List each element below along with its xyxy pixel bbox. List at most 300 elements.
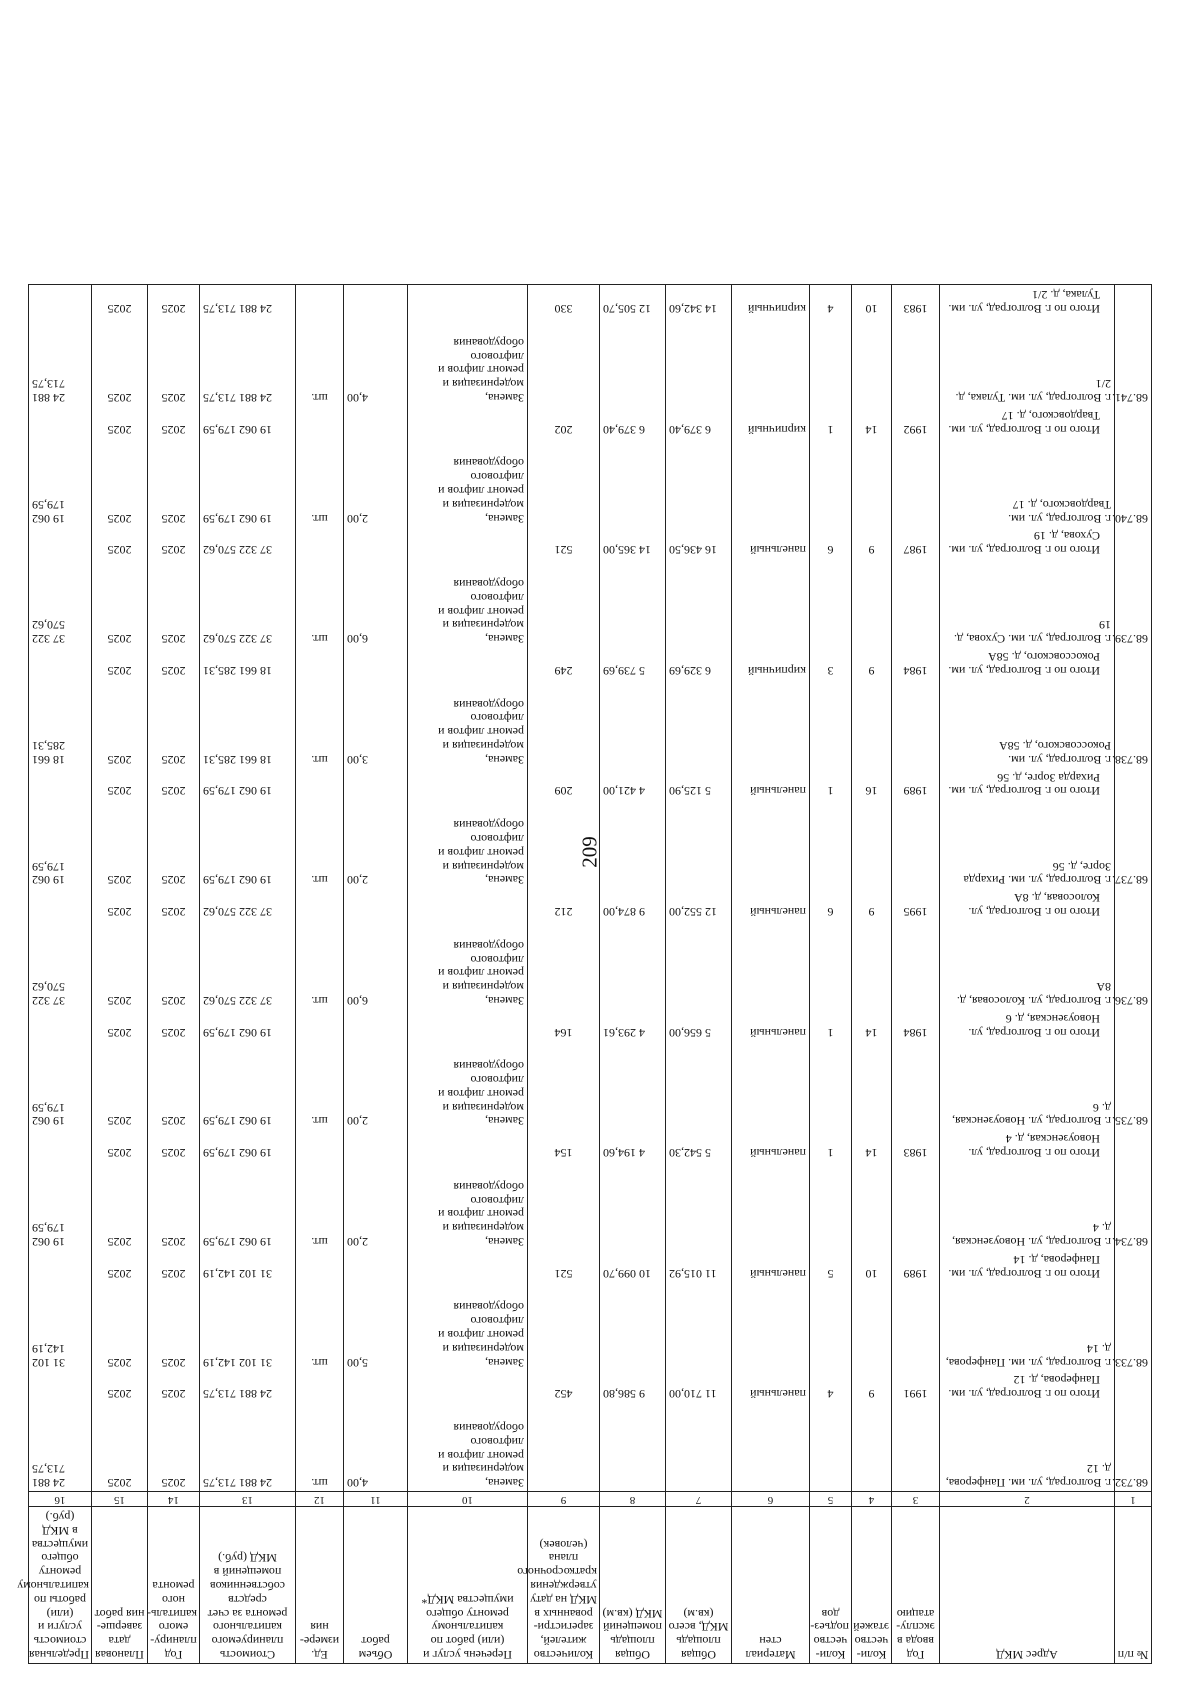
- cell-col-14: 2025: [148, 1250, 200, 1298]
- cell-col-4: [852, 695, 892, 768]
- cell-col-10: [408, 406, 528, 454]
- cell-col-5: 6: [810, 888, 852, 936]
- cell-col-5: [810, 574, 852, 647]
- cell-col-5: 1: [810, 768, 852, 816]
- cell-col-7: 6 379,40: [666, 406, 732, 454]
- cell-col-12: шт.: [296, 333, 344, 406]
- cell-col-16: [29, 285, 92, 333]
- cell-col-5: 1: [810, 1009, 852, 1057]
- table-row: [29, 815, 1152, 888]
- column-number-16: 16: [29, 1492, 92, 1507]
- cell-col-8: [600, 574, 666, 647]
- column-number-3: 3: [892, 1492, 940, 1507]
- cell-col-10: [408, 1130, 528, 1178]
- cell-col-16: 19 062 179,59: [29, 815, 92, 888]
- column-number-6: 6: [732, 1492, 810, 1507]
- table-row: [29, 333, 1152, 406]
- cell-col-15: 2025: [92, 1418, 148, 1491]
- cell-col-13: 19 062 179,59: [200, 1130, 296, 1178]
- cell-col-14: 2025: [148, 815, 200, 888]
- cell-col-16: [29, 647, 92, 695]
- cell-col-3: [892, 1418, 940, 1491]
- cell-col-11: [344, 888, 408, 936]
- cell-col-1: [1115, 285, 1152, 333]
- cell-col-13: 18 661 285,31: [200, 647, 296, 695]
- column-number-2: 2: [940, 1492, 1115, 1507]
- cell-col-8: [600, 1298, 666, 1371]
- cell-col-2: Итого по г. Волгоград, ул. им. Рихарда Зорге, д. 56: [940, 768, 1115, 816]
- cell-col-14: 2025: [148, 1009, 200, 1057]
- column-header-5: Коли-чество подъез-дов: [810, 1507, 852, 1664]
- cell-col-12: [296, 527, 344, 575]
- cell-col-9: [528, 1298, 600, 1371]
- cell-col-12: [296, 406, 344, 454]
- cell-col-16: [29, 888, 92, 936]
- cell-col-10: [408, 1371, 528, 1419]
- cell-col-3: [892, 695, 940, 768]
- cell-col-4: 10: [852, 285, 892, 333]
- cell-col-9: [528, 815, 600, 888]
- cell-col-9: [528, 333, 600, 406]
- cell-col-2: Итого по г. Волгоград, ул. Новоузенская, д. 6: [940, 1009, 1115, 1057]
- cell-col-3: [892, 333, 940, 406]
- cell-col-6: панельный: [732, 527, 810, 575]
- column-number-1: 1: [1115, 1492, 1152, 1507]
- cell-col-11: 6,00: [344, 574, 408, 647]
- cell-col-1: [1115, 1371, 1152, 1419]
- cell-col-4: 14: [852, 406, 892, 454]
- cell-col-8: 5 739,69: [600, 647, 666, 695]
- cell-col-8: [600, 454, 666, 527]
- table-row: [29, 1057, 1152, 1130]
- cell-col-6: [732, 1057, 810, 1130]
- cell-col-10: [408, 1250, 528, 1298]
- cell-col-8: 12 505,70: [600, 285, 666, 333]
- cell-col-13: 19 062 179,59: [200, 406, 296, 454]
- cell-col-9: 521: [528, 527, 600, 575]
- cell-col-11: [344, 1371, 408, 1419]
- cell-col-13: 37 322 570,62: [200, 936, 296, 1009]
- cell-col-9: [528, 574, 600, 647]
- cell-col-4: 14: [852, 1009, 892, 1057]
- cell-col-11: [344, 527, 408, 575]
- cell-col-12: [296, 1130, 344, 1178]
- cell-col-8: 14 365,00: [600, 527, 666, 575]
- cell-col-3: 1987: [892, 527, 940, 575]
- cell-col-9: 212: [528, 888, 600, 936]
- cell-col-2: Итого по г. Волгоград, ул. им. Панферова, д. 14: [940, 1250, 1115, 1298]
- cell-col-2: Итого по г. Волгоград, ул. им. Сухова, д. 19: [940, 527, 1115, 575]
- cell-col-6: панельный: [732, 1130, 810, 1178]
- cell-col-12: [296, 768, 344, 816]
- cell-col-16: 19 062 179,59: [29, 1177, 92, 1250]
- total-row: [29, 1250, 1152, 1298]
- cell-col-13: 19 062 179,59: [200, 1009, 296, 1057]
- cell-col-7: [666, 574, 732, 647]
- cell-col-15: 2025: [92, 695, 148, 768]
- column-header-9: Количество жителей, зарегистри-рованных в МКД на дату утверждения краткосрочного плана (человек): [528, 1507, 600, 1664]
- cell-col-7: 5 125,90: [666, 768, 732, 816]
- cell-col-6: панельный: [732, 1371, 810, 1419]
- cell-col-1: 68.735.: [1115, 1057, 1152, 1130]
- cell-col-11: 3,00: [344, 695, 408, 768]
- cell-col-10: Замена, модернизация и ремонт лифтов и лифтового оборудования: [408, 1177, 528, 1250]
- cell-col-16: [29, 527, 92, 575]
- cell-col-5: 1: [810, 1130, 852, 1178]
- cell-col-3: 1983: [892, 1130, 940, 1178]
- cell-col-6: [732, 574, 810, 647]
- cell-col-12: шт.: [296, 815, 344, 888]
- cell-col-16: [29, 406, 92, 454]
- table-wrapper: [0, 288, 1152, 1664]
- cell-col-15: 2025: [92, 1177, 148, 1250]
- cell-col-11: 6,00: [344, 936, 408, 1009]
- cell-col-3: 1989: [892, 1250, 940, 1298]
- cell-col-3: [892, 1057, 940, 1130]
- cell-col-15: 2025: [92, 527, 148, 575]
- cell-col-13: 31 102 142,19: [200, 1250, 296, 1298]
- column-number-4: 4: [852, 1492, 892, 1507]
- cell-col-11: [344, 768, 408, 816]
- cell-col-15: 2025: [92, 1130, 148, 1178]
- cell-col-10: Замена, модернизация и ремонт лифтов и лифтового оборудования: [408, 454, 528, 527]
- cell-col-2: г. Волгоград, ул. им. Панферова, д. 14: [940, 1298, 1115, 1371]
- cell-col-8: [600, 1057, 666, 1130]
- column-number-5: 5: [810, 1492, 852, 1507]
- cell-col-10: [408, 888, 528, 936]
- cell-col-9: 202: [528, 406, 600, 454]
- cell-col-2: г. Волгоград, ул. им. Твардовского, д. 17: [940, 454, 1115, 527]
- cell-col-4: [852, 1057, 892, 1130]
- cell-col-12: шт.: [296, 1418, 344, 1491]
- cell-col-4: [852, 936, 892, 1009]
- cell-col-12: [296, 285, 344, 333]
- cell-col-7: [666, 1418, 732, 1491]
- total-row: [29, 647, 1152, 695]
- cell-col-7: [666, 1177, 732, 1250]
- cell-col-11: [344, 1130, 408, 1178]
- cell-col-13: 31 102 142,19: [200, 1298, 296, 1371]
- cell-col-8: [600, 936, 666, 1009]
- cell-col-4: 14: [852, 1130, 892, 1178]
- cell-col-6: [732, 1177, 810, 1250]
- cell-col-1: 68.737.: [1115, 815, 1152, 888]
- cell-col-16: 24 881 713,75: [29, 333, 92, 406]
- table-row: [29, 1418, 1152, 1491]
- cell-col-9: 164: [528, 1009, 600, 1057]
- column-header-3: Год ввода в эксплу-атацию: [892, 1507, 940, 1664]
- cell-col-8: 10 099,70: [600, 1250, 666, 1298]
- cell-col-12: [296, 647, 344, 695]
- cell-col-16: [29, 768, 92, 816]
- cell-col-1: 68.739.: [1115, 574, 1152, 647]
- cell-col-12: шт.: [296, 936, 344, 1009]
- cell-col-12: шт.: [296, 1057, 344, 1130]
- cell-col-16: 18 661 285,31: [29, 695, 92, 768]
- cell-col-7: [666, 936, 732, 1009]
- table-header: [17, 1492, 1152, 1664]
- cell-col-12: [296, 1371, 344, 1419]
- column-number-13: 13: [200, 1492, 296, 1507]
- cell-col-8: [600, 1418, 666, 1491]
- cell-col-5: 5: [810, 1250, 852, 1298]
- cell-col-11: [344, 1250, 408, 1298]
- cell-col-13: 24 881 713,75: [200, 1418, 296, 1491]
- column-header-6: Материал стен: [732, 1507, 810, 1664]
- cell-col-14: 2025: [148, 888, 200, 936]
- cell-col-3: [892, 936, 940, 1009]
- cell-col-3: [892, 1177, 940, 1250]
- cell-col-2: г. Волгоград, ул. им. Рихарда Зорге, д. 56: [940, 815, 1115, 888]
- cell-col-4: [852, 333, 892, 406]
- cell-col-4: [852, 1298, 892, 1371]
- cell-col-8: 6 379,40: [600, 406, 666, 454]
- cell-col-14: 2025: [148, 1298, 200, 1371]
- cell-col-8: [600, 695, 666, 768]
- cell-col-2: Итого по г. Волгоград, ул. Колосовая, д. 8А: [940, 888, 1115, 936]
- cell-col-14: 2025: [148, 1371, 200, 1419]
- cell-col-16: 37 322 570,62: [29, 936, 92, 1009]
- cell-col-13: 19 062 179,59: [200, 768, 296, 816]
- cell-col-2: г. Волгоград, ул. им. Сухова, д. 19: [940, 574, 1115, 647]
- column-header-8: Общая площадь помещений МКД (кв.м): [600, 1507, 666, 1664]
- cell-col-10: Замена, модернизация и ремонт лифтов и лифтового оборудования: [408, 1418, 528, 1491]
- cell-col-3: 1992: [892, 406, 940, 454]
- column-number-7: 7: [666, 1492, 732, 1507]
- cell-col-1: [1115, 406, 1152, 454]
- column-header-11: Объем работ: [344, 1507, 408, 1664]
- column-header-15: Плановая дата заверше-ния работ: [92, 1507, 148, 1664]
- cell-col-14: 2025: [148, 647, 200, 695]
- cell-col-5: 4: [810, 285, 852, 333]
- cell-col-6: [732, 1418, 810, 1491]
- cell-col-15: 2025: [92, 285, 148, 333]
- cell-col-4: 9: [852, 647, 892, 695]
- cell-col-12: [296, 1009, 344, 1057]
- cell-col-9: [528, 1057, 600, 1130]
- table-row: [29, 1177, 1152, 1250]
- cell-col-6: панельный: [732, 888, 810, 936]
- table-row: [29, 574, 1152, 647]
- cell-col-4: [852, 1177, 892, 1250]
- cell-col-3: 1984: [892, 1009, 940, 1057]
- cell-col-6: кирпичный: [732, 406, 810, 454]
- cell-col-2: Итого по г. Волгоград, ул. Новоузенская, д. 4: [940, 1130, 1115, 1178]
- cell-col-1: 68.741.: [1115, 333, 1152, 406]
- total-row: [29, 888, 1152, 936]
- cell-col-4: 10: [852, 1250, 892, 1298]
- cell-col-7: 5 542,30: [666, 1130, 732, 1178]
- cell-col-5: [810, 936, 852, 1009]
- cell-col-3: 1983: [892, 285, 940, 333]
- cell-col-9: [528, 695, 600, 768]
- cell-col-6: панельный: [732, 1250, 810, 1298]
- cell-col-2: г. Волгоград, ул. Новоузенская, д. 6: [940, 1057, 1115, 1130]
- cell-col-8: [600, 815, 666, 888]
- header-row: [29, 1507, 1152, 1664]
- column-header-10: Перечень услуг и (или) работ по капитальному ремонту общего имущества МКД*: [408, 1507, 528, 1664]
- cell-col-2: Итого по г. Волгоград, ул. им. Твардовского, д. 17: [940, 406, 1115, 454]
- cell-col-16: 19 062 179,59: [29, 1057, 92, 1130]
- cell-col-13: 19 062 179,59: [200, 454, 296, 527]
- cell-col-5: [810, 1057, 852, 1130]
- cell-col-10: Замена, модернизация и ремонт лифтов и лифтового оборудования: [408, 574, 528, 647]
- cell-col-15: 2025: [92, 574, 148, 647]
- cell-col-5: [810, 1177, 852, 1250]
- cell-col-1: [1115, 1009, 1152, 1057]
- cell-col-7: [666, 333, 732, 406]
- cell-col-6: кирпичный: [732, 647, 810, 695]
- cell-col-14: 2025: [148, 1177, 200, 1250]
- cell-col-11: 4,00: [344, 333, 408, 406]
- cell-col-1: [1115, 888, 1152, 936]
- cell-col-2: Итого по г. Волгоград, ул. им. Рокоссовского, д. 58А: [940, 647, 1115, 695]
- cell-col-16: 24 881 713,75: [29, 1418, 92, 1491]
- column-number-9: 9: [528, 1492, 600, 1507]
- cell-col-11: 4,00: [344, 1418, 408, 1491]
- cell-col-10: [408, 647, 528, 695]
- cell-col-12: шт.: [296, 454, 344, 527]
- column-header-16: Предельная стоимость услуги и (или) работы по капитальному ремонту общего имущества в МКД (руб.): [29, 1507, 92, 1664]
- cell-col-13: 37 322 570,62: [200, 888, 296, 936]
- table-row: [29, 1298, 1152, 1371]
- cell-col-13: 37 322 570,62: [200, 527, 296, 575]
- column-header-2: Адрес МКД: [940, 1507, 1115, 1664]
- cell-col-3: [892, 574, 940, 647]
- cell-col-5: 4: [810, 1371, 852, 1419]
- cell-col-2: г. Волгоград, ул. им. Тулака, д. 2/1: [940, 333, 1115, 406]
- cell-col-11: [344, 647, 408, 695]
- cell-col-5: [810, 1418, 852, 1491]
- cell-col-14: 2025: [148, 527, 200, 575]
- cell-col-4: [852, 574, 892, 647]
- cell-col-15: 2025: [92, 647, 148, 695]
- cell-col-8: 9 586,80: [600, 1371, 666, 1419]
- cell-col-15: 2025: [92, 1250, 148, 1298]
- cell-col-12: [296, 888, 344, 936]
- cell-col-4: 9: [852, 527, 892, 575]
- cell-col-15: 2025: [92, 406, 148, 454]
- cell-col-4: 9: [852, 1371, 892, 1419]
- cell-col-1: 68.733.: [1115, 1298, 1152, 1371]
- repair-plan-table: [17, 284, 1152, 1664]
- cell-col-1: 68.738.: [1115, 695, 1152, 768]
- cell-col-13: 24 881 713,75: [200, 1371, 296, 1419]
- cell-col-15: 2025: [92, 333, 148, 406]
- cell-col-16: 31 102 142,19: [29, 1298, 92, 1371]
- column-header-14: Год планиру-емого капиталь-ного ремонта: [148, 1507, 200, 1664]
- column-header-4: Коли-чество этажей: [852, 1507, 892, 1664]
- cell-col-14: 2025: [148, 768, 200, 816]
- column-number-15: 15: [92, 1492, 148, 1507]
- table-row: [29, 695, 1152, 768]
- cell-col-10: Замена, модернизация и ремонт лифтов и лифтового оборудования: [408, 936, 528, 1009]
- cell-col-2: Итого по г. Волгоград, ул. им. Панферова, д. 12: [940, 1371, 1115, 1419]
- cell-col-2: г. Волгоград, ул. им. Панферова, д. 12: [940, 1418, 1115, 1491]
- cell-col-4: [852, 815, 892, 888]
- cell-col-7: 16 436,50: [666, 527, 732, 575]
- cell-col-6: [732, 695, 810, 768]
- cell-col-1: 68.740.: [1115, 454, 1152, 527]
- column-number-row: [29, 1492, 1152, 1507]
- cell-col-8: 4 194,60: [600, 1130, 666, 1178]
- cell-col-15: 2025: [92, 936, 148, 1009]
- cell-col-10: Замена, модернизация и ремонт лифтов и лифтового оборудования: [408, 1298, 528, 1371]
- cell-col-8: 9 874,00: [600, 888, 666, 936]
- column-header-7: Общая площадь МКД, всего (кв.м): [666, 1507, 732, 1664]
- cell-col-2: г. Волгоград, ул. им. Рокоссовского, д. 58А: [940, 695, 1115, 768]
- column-number-11: 11: [344, 1492, 408, 1507]
- cell-col-13: 19 062 179,59: [200, 815, 296, 888]
- cell-col-14: 2025: [148, 406, 200, 454]
- cell-col-1: 68.734.: [1115, 1177, 1152, 1250]
- cell-col-12: шт.: [296, 695, 344, 768]
- cell-col-6: [732, 333, 810, 406]
- cell-col-9: [528, 454, 600, 527]
- cell-col-4: 16: [852, 768, 892, 816]
- cell-col-15: 2025: [92, 454, 148, 527]
- cell-col-3: 1991: [892, 1371, 940, 1419]
- cell-col-11: 2,00: [344, 454, 408, 527]
- cell-col-13: 24 881 713,75: [200, 285, 296, 333]
- cell-col-1: [1115, 1250, 1152, 1298]
- cell-col-12: [296, 1250, 344, 1298]
- cell-col-14: 2025: [148, 1418, 200, 1491]
- total-row: [29, 768, 1152, 816]
- cell-col-2: г. Волгоград, ул. Колосовая, д. 8А: [940, 936, 1115, 1009]
- cell-col-8: 4 293,61: [600, 1009, 666, 1057]
- cell-col-14: 2025: [148, 936, 200, 1009]
- total-row: [29, 527, 1152, 575]
- cell-col-6: [732, 1298, 810, 1371]
- cell-col-9: 521: [528, 1250, 600, 1298]
- cell-col-3: [892, 815, 940, 888]
- cell-col-5: [810, 1298, 852, 1371]
- cell-col-10: [408, 527, 528, 575]
- cell-col-3: 1989: [892, 768, 940, 816]
- cell-col-13: 37 322 570,62: [200, 574, 296, 647]
- cell-col-7: [666, 1057, 732, 1130]
- cell-col-6: кирпичный: [732, 285, 810, 333]
- cell-col-5: 1: [810, 406, 852, 454]
- column-number-8: 8: [600, 1492, 666, 1507]
- cell-col-1: [1115, 1130, 1152, 1178]
- cell-col-5: [810, 695, 852, 768]
- column-number-10: 10: [408, 1492, 528, 1507]
- cell-col-15: 2025: [92, 768, 148, 816]
- cell-col-9: [528, 1418, 600, 1491]
- cell-col-12: шт.: [296, 574, 344, 647]
- cell-col-14: 2025: [148, 454, 200, 527]
- cell-col-7: 6 329,69: [666, 647, 732, 695]
- cell-col-5: 6: [810, 527, 852, 575]
- column-number-14: 14: [148, 1492, 200, 1507]
- cell-col-15: 2025: [92, 888, 148, 936]
- cell-col-1: [1115, 647, 1152, 695]
- cell-col-10: [408, 1009, 528, 1057]
- cell-col-15: 2025: [92, 815, 148, 888]
- cell-col-8: [600, 333, 666, 406]
- cell-col-9: 209: [528, 768, 600, 816]
- cell-col-10: Замена, модернизация и ремонт лифтов и лифтового оборудования: [408, 333, 528, 406]
- cell-col-16: [29, 1009, 92, 1057]
- cell-col-11: 5,00: [344, 1298, 408, 1371]
- cell-col-10: Замена, модернизация и ремонт лифтов и лифтового оборудования: [408, 695, 528, 768]
- cell-col-16: [29, 1371, 92, 1419]
- cell-col-11: 2,00: [344, 815, 408, 888]
- table-body: [29, 285, 1152, 1492]
- cell-col-14: 2025: [148, 695, 200, 768]
